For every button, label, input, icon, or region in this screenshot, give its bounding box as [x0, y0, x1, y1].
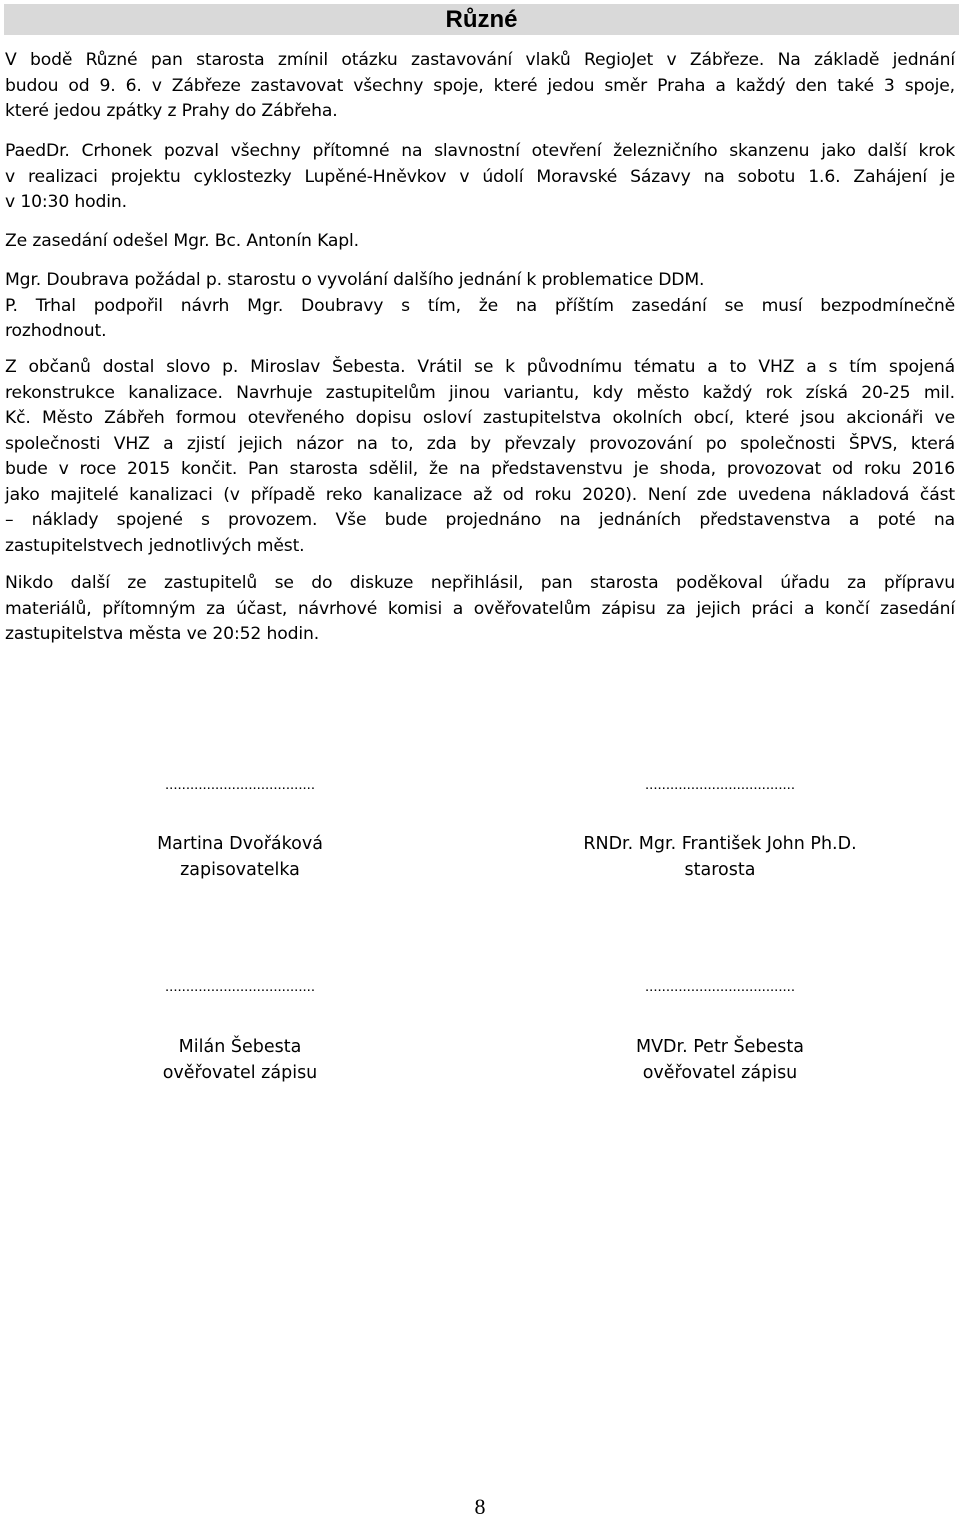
paragraph-line: Kč. Město Zábřeh formou otevřeného dopisu osloví zastupitelstva okolních obcí, které jsou akcionáři ve [5, 408, 955, 428]
paragraph-line: rozhodnout. [5, 321, 107, 341]
signature-verifier-1 [40, 1035, 440, 1086]
signature-line: .................................... [164, 978, 316, 995]
signature-recorder [40, 832, 440, 883]
signatory-name: Martina Dvořáková [157, 834, 323, 854]
paragraph-line: Mgr. Doubrava požádal p. starostu o vyvolání dalšího jednání k problematice DDM. [5, 270, 705, 290]
signatory-role: ověřovatel zápisu [642, 1062, 798, 1083]
signature-mayor [520, 832, 920, 883]
paragraph-line: Z občanů dostal slovo p. Miroslav Šebesta. Vrátil se k původnímu tématu a to VHZ a s tím spojená [5, 357, 955, 377]
paragraph-line: budou od 9. 6. v Zábřeze zastavovat všechny spoje, které jedou směr Praha a každý den také 3 spoje, [5, 75, 955, 96]
section-header [4, 4, 959, 35]
paragraph-line: Ze zasedání odešel Mgr. Bc. Antonín Kapl. [5, 231, 359, 251]
paragraph-ddm [5, 268, 955, 345]
paragraph-line: jako majitelé kanalizaci (v případě reko kanalizace až od roku 2020). Není zde uvedena nákladová část [5, 484, 955, 505]
signatory-name: RNDr. Mgr. František John Ph.D. [583, 834, 857, 854]
paragraph-line: zastupitelstvech jednotlivých měst. [5, 535, 305, 556]
signature-line: .................................... [644, 978, 796, 995]
section-title: Různé [445, 5, 518, 33]
signature-verifier-2 [520, 1035, 920, 1086]
signature-line: .................................... [644, 776, 796, 793]
paragraph-line: PaedDr. Crhonek pozval všechny přítomné na slavnostní otevření železničního skanzenu jako další krok [5, 141, 955, 161]
paragraph-line: Nikdo další ze zastupitelů se do diskuze nepřihlásil, pan starosta poděkoval úřadu za přípravu [5, 573, 955, 593]
paragraph-line: P. Trhal podpořil návrh Mgr. Doubravy s tím, že na příštím zasedání se musí bezpodmínečně [5, 295, 955, 316]
paragraph-line: – náklady spojené s provozem. Vše bude projednáno na jednáních představenstva a poté na [5, 510, 955, 530]
paragraph-line: v realizaci projektu cyklostezky Lupěné-Hněvkov v údolí Moravské Sázavy na sobotu 1.6. Zahájení je [5, 166, 955, 187]
paragraph-line: v 10:30 hodin. [5, 192, 127, 212]
signatory-role: ověřovatel zápisu [162, 1062, 318, 1083]
paragraph-departure [5, 229, 955, 255]
paragraph-skanzen [5, 139, 955, 216]
paragraph-line: rekonstrukce kanalizace. Navrhuje zastupitelům jinou variantu, kdy město každý rok získá 20-25 mil. [5, 382, 955, 403]
page-number: 8 [474, 1494, 486, 1519]
paragraph-closing [5, 571, 955, 648]
paragraph-line: společnosti VHZ a zjistí jejich názor na to, zda by převzaly provozování po společnosti ŠPVS, která [5, 433, 955, 454]
paragraph-vhz [5, 355, 955, 559]
paragraph-regiojet [5, 48, 955, 125]
paragraph-line: bude v roce 2015 končit. Pan starosta sdělil, že na představenstvu je shoda, provozovat od roku 2016 [5, 459, 955, 479]
signature-line: .................................... [164, 776, 316, 793]
paragraph-line: materiálů, přítomným za účast, návrhové komisi a ověřovatelům zápisu za jejich práci a končí zasedání [5, 598, 955, 619]
paragraph-line: které jedou zpátky z Prahy do Zábřeha. [5, 101, 338, 121]
paragraph-line: V bodě Různé pan starosta zmínil otázku zastavování vlaků RegioJet v Zábřeze. Na základě jednání [5, 50, 955, 70]
signatory-role: zapisovatelka [180, 859, 300, 880]
signatory-name: MVDr. Petr Šebesta [635, 1037, 805, 1057]
signatory-role: starosta [684, 859, 756, 880]
signatory-name: Milán Šebesta [178, 1037, 302, 1057]
paragraph-line: zastupitelstva města ve 20:52 hodin. [5, 624, 320, 644]
